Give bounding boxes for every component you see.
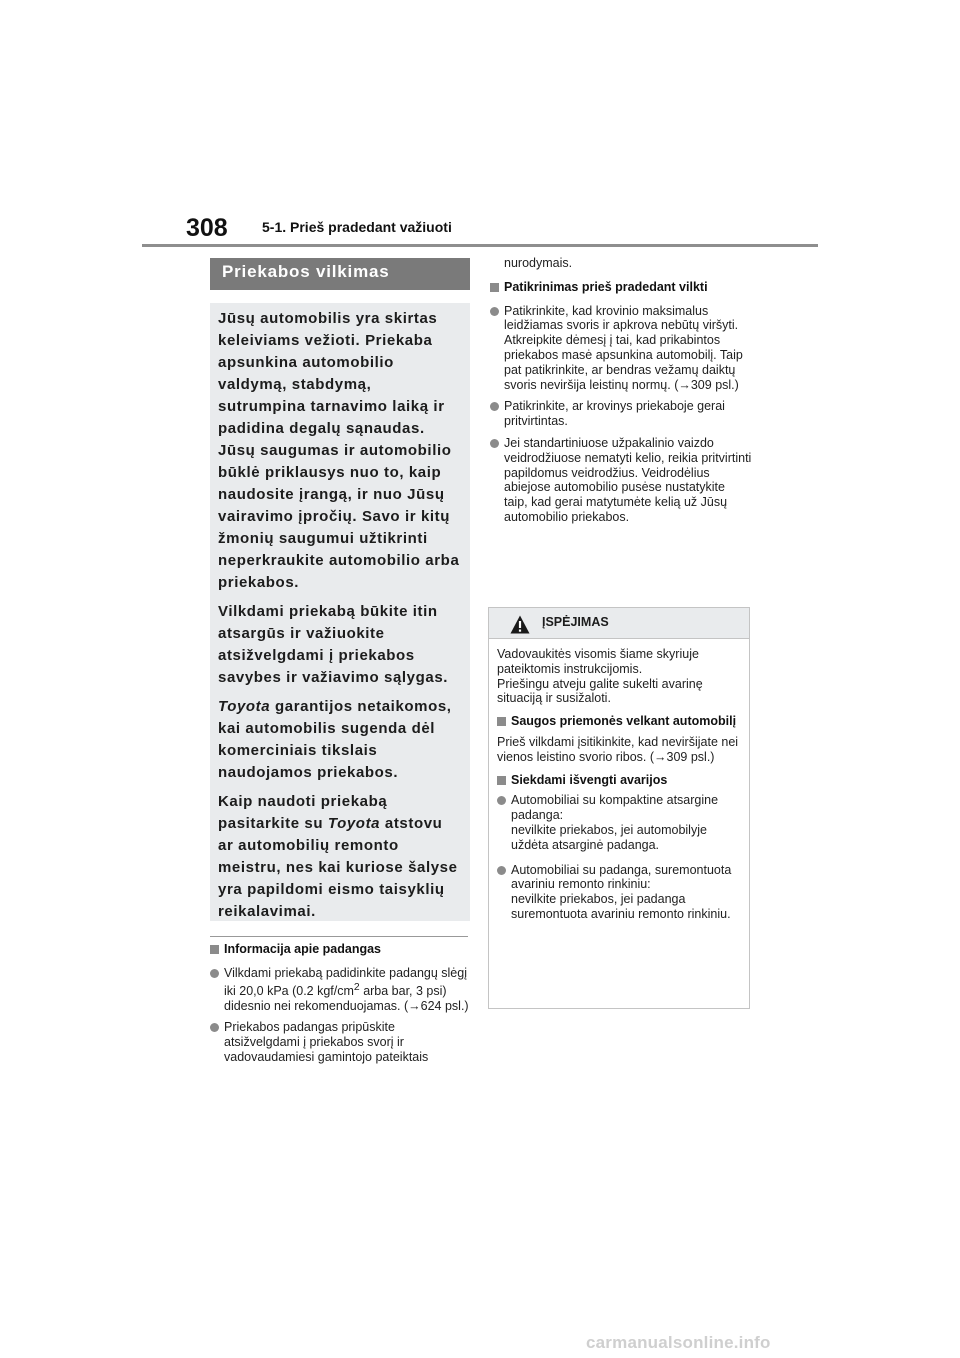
warning-paragraph-1 <box>497 735 741 765</box>
tires-heading: Informacija apie padangas <box>210 942 472 957</box>
check-bullet-2: Patikrinkite, ar krovinys priekaboje gerai pritvirtintas. <box>490 399 752 429</box>
tires-bullet-1 <box>210 966 472 1014</box>
check-bullet-1-text: Patikrinkite, kad krovinio maksimalus leidžiamas svoris ir apkrova nebūtų viršyti. Atkreipkite dėmesį į tai, kad prikabintos priekabos masė apsunkina automobilį. Taip pat patikrinkite, ar bendras vežamų daiktų svoris neviršija leistinų normų. ( <box>504 303 743 392</box>
header-divider <box>142 244 818 247</box>
intro-box <box>210 303 470 921</box>
page-title-bar <box>210 258 470 290</box>
watermark: carmanualsonline.info <box>586 1333 771 1352</box>
arrow-icon: → <box>408 998 421 1013</box>
tires-bullet-1-ref: 624 psl.) <box>420 998 469 1013</box>
intro-paragraph-4 <box>218 791 462 923</box>
intro-paragraph-4-text-b: atstovu ar automobilių remonto meistru, nes kai kuriose šalyse yra papildomi eismo taisyklių reikalavimai. <box>218 815 458 920</box>
brand-name: Toyota <box>327 815 381 832</box>
page-title: Priekabos vilkimas <box>222 262 390 281</box>
superscript: 2 <box>353 981 360 993</box>
check-heading: Patikrinimas prieš pradedant vilkti <box>490 280 752 295</box>
intro-paragraph-3-text: garantijos netaikomos, kai automobilis sugenda dėl komerciniais tikslais naudojamos priekabos. <box>218 698 452 781</box>
warning-body <box>489 639 749 922</box>
arrow-icon: → <box>654 749 667 764</box>
tires-bullet-2: Priekabos padangas pripūskite atsižvelgdami į priekabos svorį ir vadovaudamiesi gamintojo pateiktais <box>210 1020 472 1064</box>
check-bullet-1 <box>490 304 752 393</box>
intro-paragraph-3 <box>218 696 462 784</box>
warning-bullet-2: Automobiliai su padanga, suremontuota avariniu remonto rinkiniu: nevilkite priekabos, jei padanga suremontuota avariniu remonto rinkiniu. <box>497 863 741 922</box>
check-bullet-1-ref: 309 psl.) <box>690 377 739 392</box>
warning-subheading-2: Siekdami išvengti avarijos <box>497 773 741 788</box>
right-column <box>490 256 752 532</box>
section-heading: 5-1. Prieš pradedant važiuoti <box>262 219 452 235</box>
arrow-icon: → <box>678 377 691 392</box>
warning-box <box>488 607 750 1009</box>
brand-name: Toyota <box>218 698 271 715</box>
warning-subheading-1: Saugos priemonės velkant automobilį <box>497 714 741 729</box>
warning-bullet-1: Automobiliai su kompaktine atsargine padanga: nevilkite priekabos, jei automobilyje uždėta atsarginė padanga. <box>497 793 741 852</box>
intro-paragraph-4-text-a: Kaip naudoti priekabą pasitarkite su <box>218 793 388 832</box>
warning-title: ĮSPĖJIMAS <box>542 615 609 629</box>
warning-paragraph-1-text: Prieš vilkdami įsitikinkite, kad neviršijate nei vienos leistino svorio ribos. ( <box>497 734 739 764</box>
warning-triangle-icon <box>510 615 530 634</box>
left-column <box>210 942 472 1072</box>
tires-bullet-2-continued: nurodymais. <box>504 256 573 270</box>
tires-bullet-1-text-b: arba bar, 3 psi) didesnio nei rekomenduojamas. ( <box>224 983 447 1013</box>
left-divider <box>210 936 468 937</box>
check-bullet-3: Jei standartiniuose užpakalinio vaizdo veidrodžiuose nematyti kelio, reikia pritvirtinti papildomus veidrodžius. Veidrodėlius abiejose automobilio pusėse nustatykite taip, kad gerai matytumėte kelią už Jūsų automobilio priekabos. <box>490 436 752 525</box>
intro-paragraph-1: Jūsų automobilis yra skirtas keleiviams vežioti. Priekaba apsunkina automobilio valdymą, stabdymą, sutrumpina tarnavimo laiką ir padidina degalų sąnaudas. Jūsų saugumas ir automobilio būklė priklausys nuo to, kaip naudosite įrangą, ir nuo Jūsų vairavimo įpročių. Savo ir kitų žmonių saugumui užtikrinti neperkraukite automobilio arba priekabos. <box>218 310 460 591</box>
warning-paragraph-1-ref: 309 psl.) <box>666 749 715 764</box>
tires-bullet-1-text-a: Vilkdami priekabą padidinkite padangų slėgį iki 20,0 kPa (0.2 kgf/cm <box>224 965 467 998</box>
warning-header <box>489 608 749 639</box>
intro-paragraph-2: Vilkdami priekabą būkite itin atsargūs ir važiuokite atsižvelgdami į priekabos savybes ir važiavimo sąlygas. <box>218 603 449 686</box>
page-number: 308 <box>186 214 228 242</box>
warning-intro: Vadovaukitės visomis šiame skyriuje pateiktomis instrukcijomis. Priešingu atveju galite sukelti avarinę situaciją ir susižaloti. <box>497 647 703 706</box>
